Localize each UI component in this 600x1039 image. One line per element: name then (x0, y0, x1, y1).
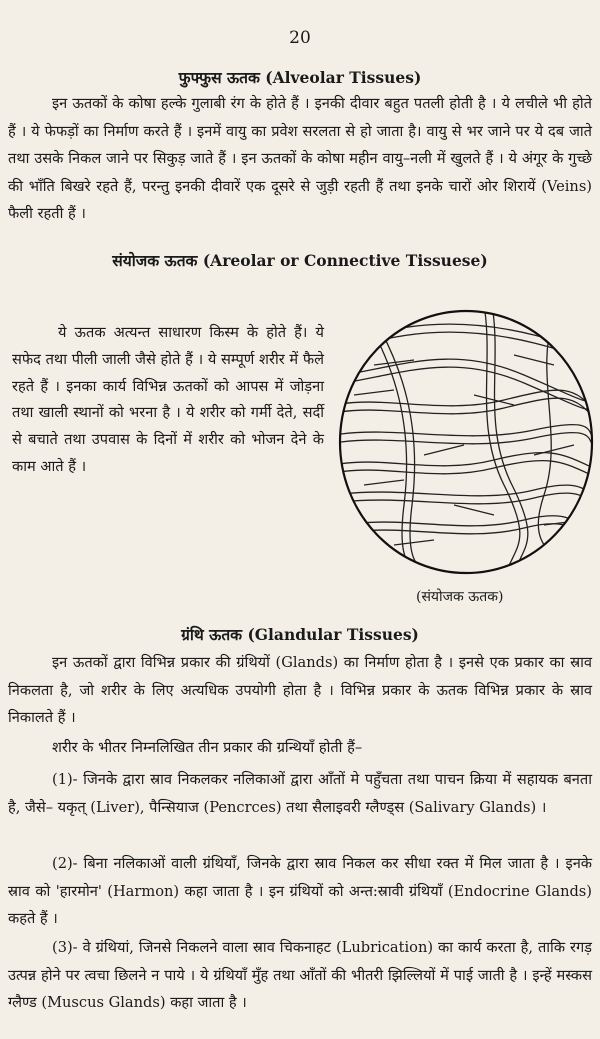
page-number: 20 (289, 28, 311, 48)
heading-alveolar-tissues: फुफ्फुस ऊतक (Alveolar Tissues) (178, 68, 422, 87)
paragraph-glandular-intro: इन ऊतकों द्वारा विभिन्न प्रकार की ग्रंथियों (Glands) का निर्माण होता है । इनसे एक प्रकार का स्राव निकलता है, जो शरीर के लिए अत्यधिक उपयोगी होता है । विभिन्न प्रकार के ऊतक विभिन्न प्रकार के स्राव निकालते हैं । (8, 654, 592, 726)
list-item-gland-type-2: (2)- बिना नलिकाओं वाली ग्रंथियाँ, जिनके द्वारा स्राव निकल कर सीधा रक्त में मिल जाता है । इनके स्राव को 'हारमोन' (Harmon) कहा जाता है । इन ग्रंथियों को अन्त:स्रावी ग्रंथियाँ (Endocrine Glands) कहते हैं । (8, 855, 592, 927)
paragraph-gland-types-intro: शरीर के भीतर निम्नलिखित तीन प्रकार की ग्रन्थियाँ होती हैं– (52, 739, 363, 756)
paragraph-connective-tissue: ये ऊतक अत्यन्त साधारण किस्म के होते हैं। ये सफेद तथा पीली जाली जैसे होते हैं । ये सम्पूर्ण शरीर में फैले रहते हैं । इनका कार्य विभिन्न ऊतकों को आपस में जोड़ना तथा खाली स्थानों को भरना है । ये शरीर को गर्मी देते, सर्दी से बचाते तथा उपवास के दिनों में शरीर को भोजन देने के काम आते हैं । (12, 324, 324, 475)
connective-tissue-figure (334, 305, 598, 579)
heading-connective-tissue: संयोजक ऊतक (Areolar or Connective Tissuese) (112, 251, 488, 270)
list-item-gland-type-1: (1)- जिनके द्वारा स्राव निकलकर नलिकाओं द्वारा आँतों मे पहुँचता तथा पाचन क्रिया में सहायक बनता है, जैसे– यकृत् (Liver), पैन्सियाज (Pencrces) तथा सैलाइवरी ग्लैण्ड्स (Salivary Glands) । (8, 771, 592, 816)
paragraph-alveolar-tissues: इन ऊतकों के कोषा हल्के गुलाबी रंग के होते हैं । इनकी दीवार बहुत पतली होती है । ये लचीले भी होते हैं । ये फेफड़ों का निर्माण करते हैं । इनमें वायु का प्रवेश सरलता से हो जाता है। वायु से भर जाने पर ये दब जाते तथा उसके निकल जाने पर सिकुड़ जाते हैं । इन ऊतकों के कोषा महीन वायु–नली में खुलते हैं । ये अंगूर के गुच्छे की भाँति बिखरे रहते हैं, परन्तु इनकी दीवारें एक दूसरे से जुड़ी रहती हैं तथा इनके चारों ओर शिरायें (Veins) फैली रहती हैं । (8, 95, 592, 222)
heading-glandular-tissues: ग्रंथि ऊतक (Glandular Tissues) (181, 625, 419, 644)
figure-caption: (संयोजक ऊतक) (416, 589, 504, 605)
list-item-gland-type-3: (3)- वे ग्रंथियां, जिनसे निकलने वाला स्राव चिकनाहट (Lubrication) का कार्य करता है, ताकि रगड़ उत्पन्न होने पर त्वचा छिलने न पाये । ये ग्रंथियाँ मुँह तथा आँतों की भीतरी झिल्लियों में पाई जाती है । इन्हें मस्कस ग्लैण्ड (Muscus Glands) कहा जाता है । (8, 939, 592, 1011)
